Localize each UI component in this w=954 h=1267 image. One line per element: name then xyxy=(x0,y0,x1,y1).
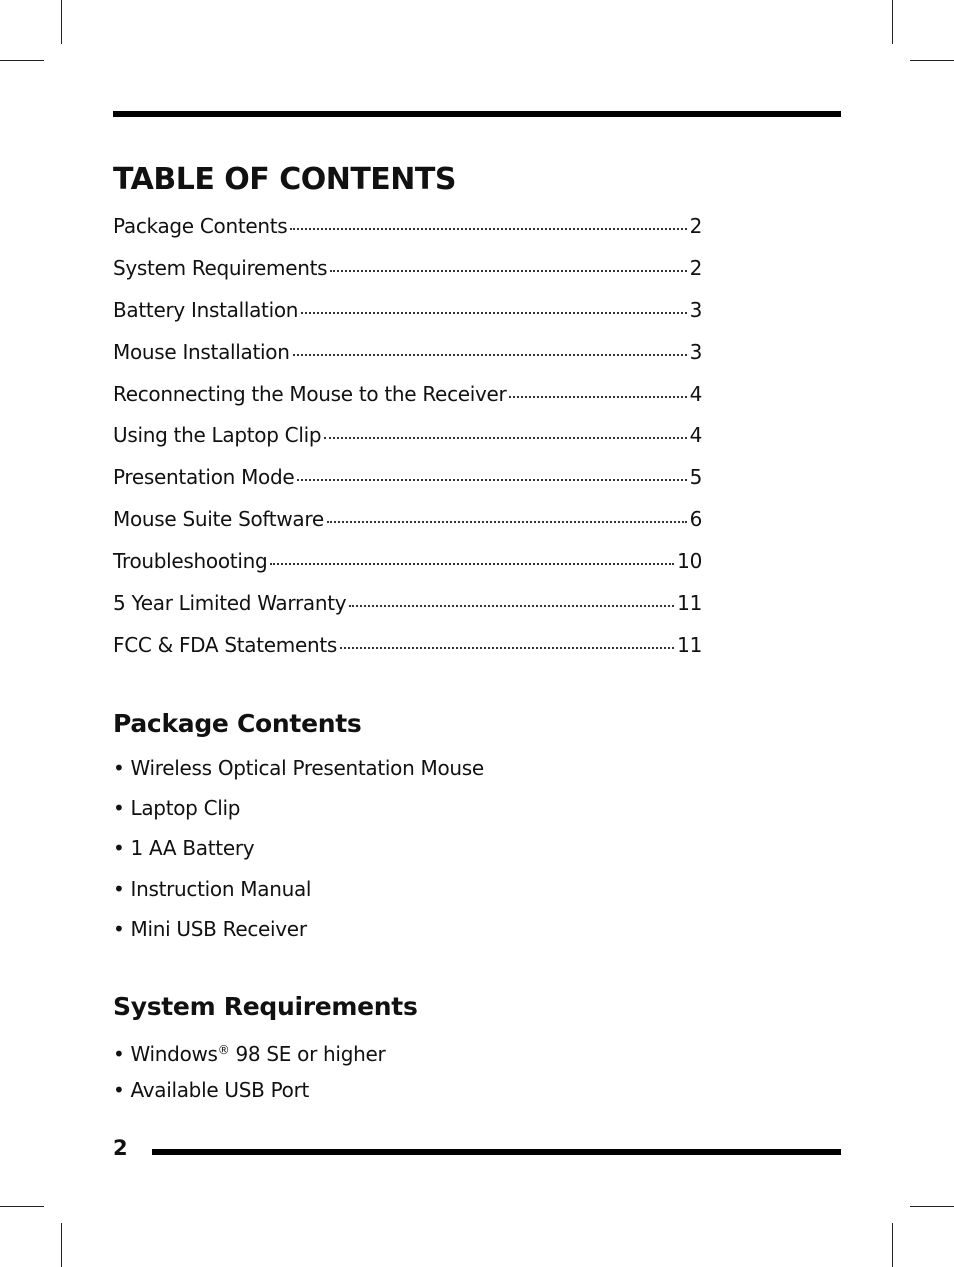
bullet-icon: • xyxy=(113,756,125,780)
toc-entry xyxy=(113,375,702,417)
toc-entry xyxy=(113,333,702,375)
list-item-text: 1 AA Battery xyxy=(130,836,255,861)
list-item xyxy=(113,789,484,829)
toc-title: TABLE OF CONTENTS xyxy=(113,162,456,197)
toc-dot-leader xyxy=(509,396,686,398)
toc-entry-label: Reconnecting the Mouse to the Receiver xyxy=(113,381,507,406)
toc-entry-label: Mouse Suite Software xyxy=(113,507,324,532)
toc-entry xyxy=(113,584,702,626)
usb-port-text: Available USB Port xyxy=(130,1078,310,1103)
list-item-text: Instruction Manual xyxy=(130,876,312,901)
toc-dot-leader xyxy=(290,228,686,230)
list-item xyxy=(113,749,484,789)
bullet-icon: • xyxy=(113,796,125,821)
toc-entry-page: 11 xyxy=(677,632,702,657)
toc-entry xyxy=(113,626,702,668)
crop-mark-top-left-vertical xyxy=(61,0,62,44)
crop-mark-top-right-horizontal xyxy=(910,60,954,61)
package-contents-list xyxy=(113,749,484,950)
toc-entry xyxy=(113,458,702,500)
toc-entry xyxy=(113,291,702,333)
bullet-icon: • xyxy=(113,1078,125,1103)
toc-dot-leader xyxy=(293,354,687,356)
toc-entry-label: Troubleshooting xyxy=(113,549,268,574)
toc-entry-label: Using the Laptop Clip xyxy=(113,423,322,448)
toc-entry-label: Mouse Installation xyxy=(113,339,290,364)
list-item-text: Laptop Clip xyxy=(130,796,241,821)
toc-entry-page: 5 xyxy=(689,465,702,490)
toc-entry-label: Package Contents xyxy=(113,214,288,238)
windows-text: Windows xyxy=(130,1042,218,1066)
list-item xyxy=(113,870,484,910)
bullet-icon: • xyxy=(113,1042,125,1066)
crop-mark-top-right-vertical xyxy=(892,0,893,44)
list-item-text: Wireless Optical Presentation Mouse xyxy=(130,756,484,780)
toc-list xyxy=(113,207,702,668)
windows-version-text: 98 SE or higher xyxy=(229,1042,386,1066)
toc-dot-leader xyxy=(301,312,686,314)
page-number: 2 xyxy=(113,1136,128,1160)
toc-dot-leader xyxy=(349,605,674,607)
toc-entry-page: 6 xyxy=(689,507,702,532)
toc-entry-label: Battery Installation xyxy=(113,297,299,322)
toc-entry xyxy=(113,249,702,291)
top-rule xyxy=(113,111,841,117)
toc-entry-label: 5 Year Limited Warranty xyxy=(113,591,347,616)
toc-entry-page: 3 xyxy=(689,339,702,364)
toc-dot-leader xyxy=(327,521,687,523)
crop-mark-bottom-right-horizontal xyxy=(910,1206,954,1207)
toc-entry-page: 10 xyxy=(677,549,702,574)
bullet-icon: • xyxy=(113,836,125,861)
toc-entry-label: Presentation Mode xyxy=(113,465,295,490)
bottom-rule xyxy=(152,1149,841,1155)
toc-dot-leader xyxy=(297,479,686,481)
toc-dot-leader xyxy=(340,647,674,649)
bullet-icon: • xyxy=(113,916,125,941)
crop-mark-bottom-right-vertical xyxy=(892,1223,893,1267)
toc-entry xyxy=(113,416,702,458)
toc-entry-page: 2 xyxy=(689,255,702,280)
list-item xyxy=(113,910,484,950)
toc-entry xyxy=(113,207,702,249)
toc-entry-page: 2 xyxy=(689,214,702,238)
list-item xyxy=(113,1031,385,1071)
crop-mark-top-left-horizontal xyxy=(0,60,44,61)
crop-mark-bottom-left-horizontal xyxy=(0,1206,44,1207)
toc-dot-leader xyxy=(324,437,686,439)
toc-entry-page: 4 xyxy=(689,381,702,406)
toc-dot-leader xyxy=(330,270,686,272)
list-item-text: Mini USB Receiver xyxy=(130,916,307,941)
system-requirements-list xyxy=(113,1031,385,1111)
system-requirements-heading: System Requirements xyxy=(113,992,418,1021)
toc-entry-page: 3 xyxy=(689,297,702,322)
toc-entry-label: System Requirements xyxy=(113,255,328,280)
list-item xyxy=(113,829,484,869)
toc-entry-label: FCC & FDA Statements xyxy=(113,632,338,657)
toc-entry-page: 11 xyxy=(677,591,702,616)
toc-entry xyxy=(113,542,702,584)
toc-dot-leader xyxy=(270,563,674,565)
toc-entry xyxy=(113,500,702,542)
bullet-icon: • xyxy=(113,876,125,901)
toc-entry-page: 4 xyxy=(689,423,702,448)
package-contents-heading: Package Contents xyxy=(113,709,362,738)
crop-mark-bottom-left-vertical xyxy=(61,1223,62,1267)
list-item xyxy=(113,1071,385,1111)
registered-mark: ® xyxy=(217,1043,230,1057)
